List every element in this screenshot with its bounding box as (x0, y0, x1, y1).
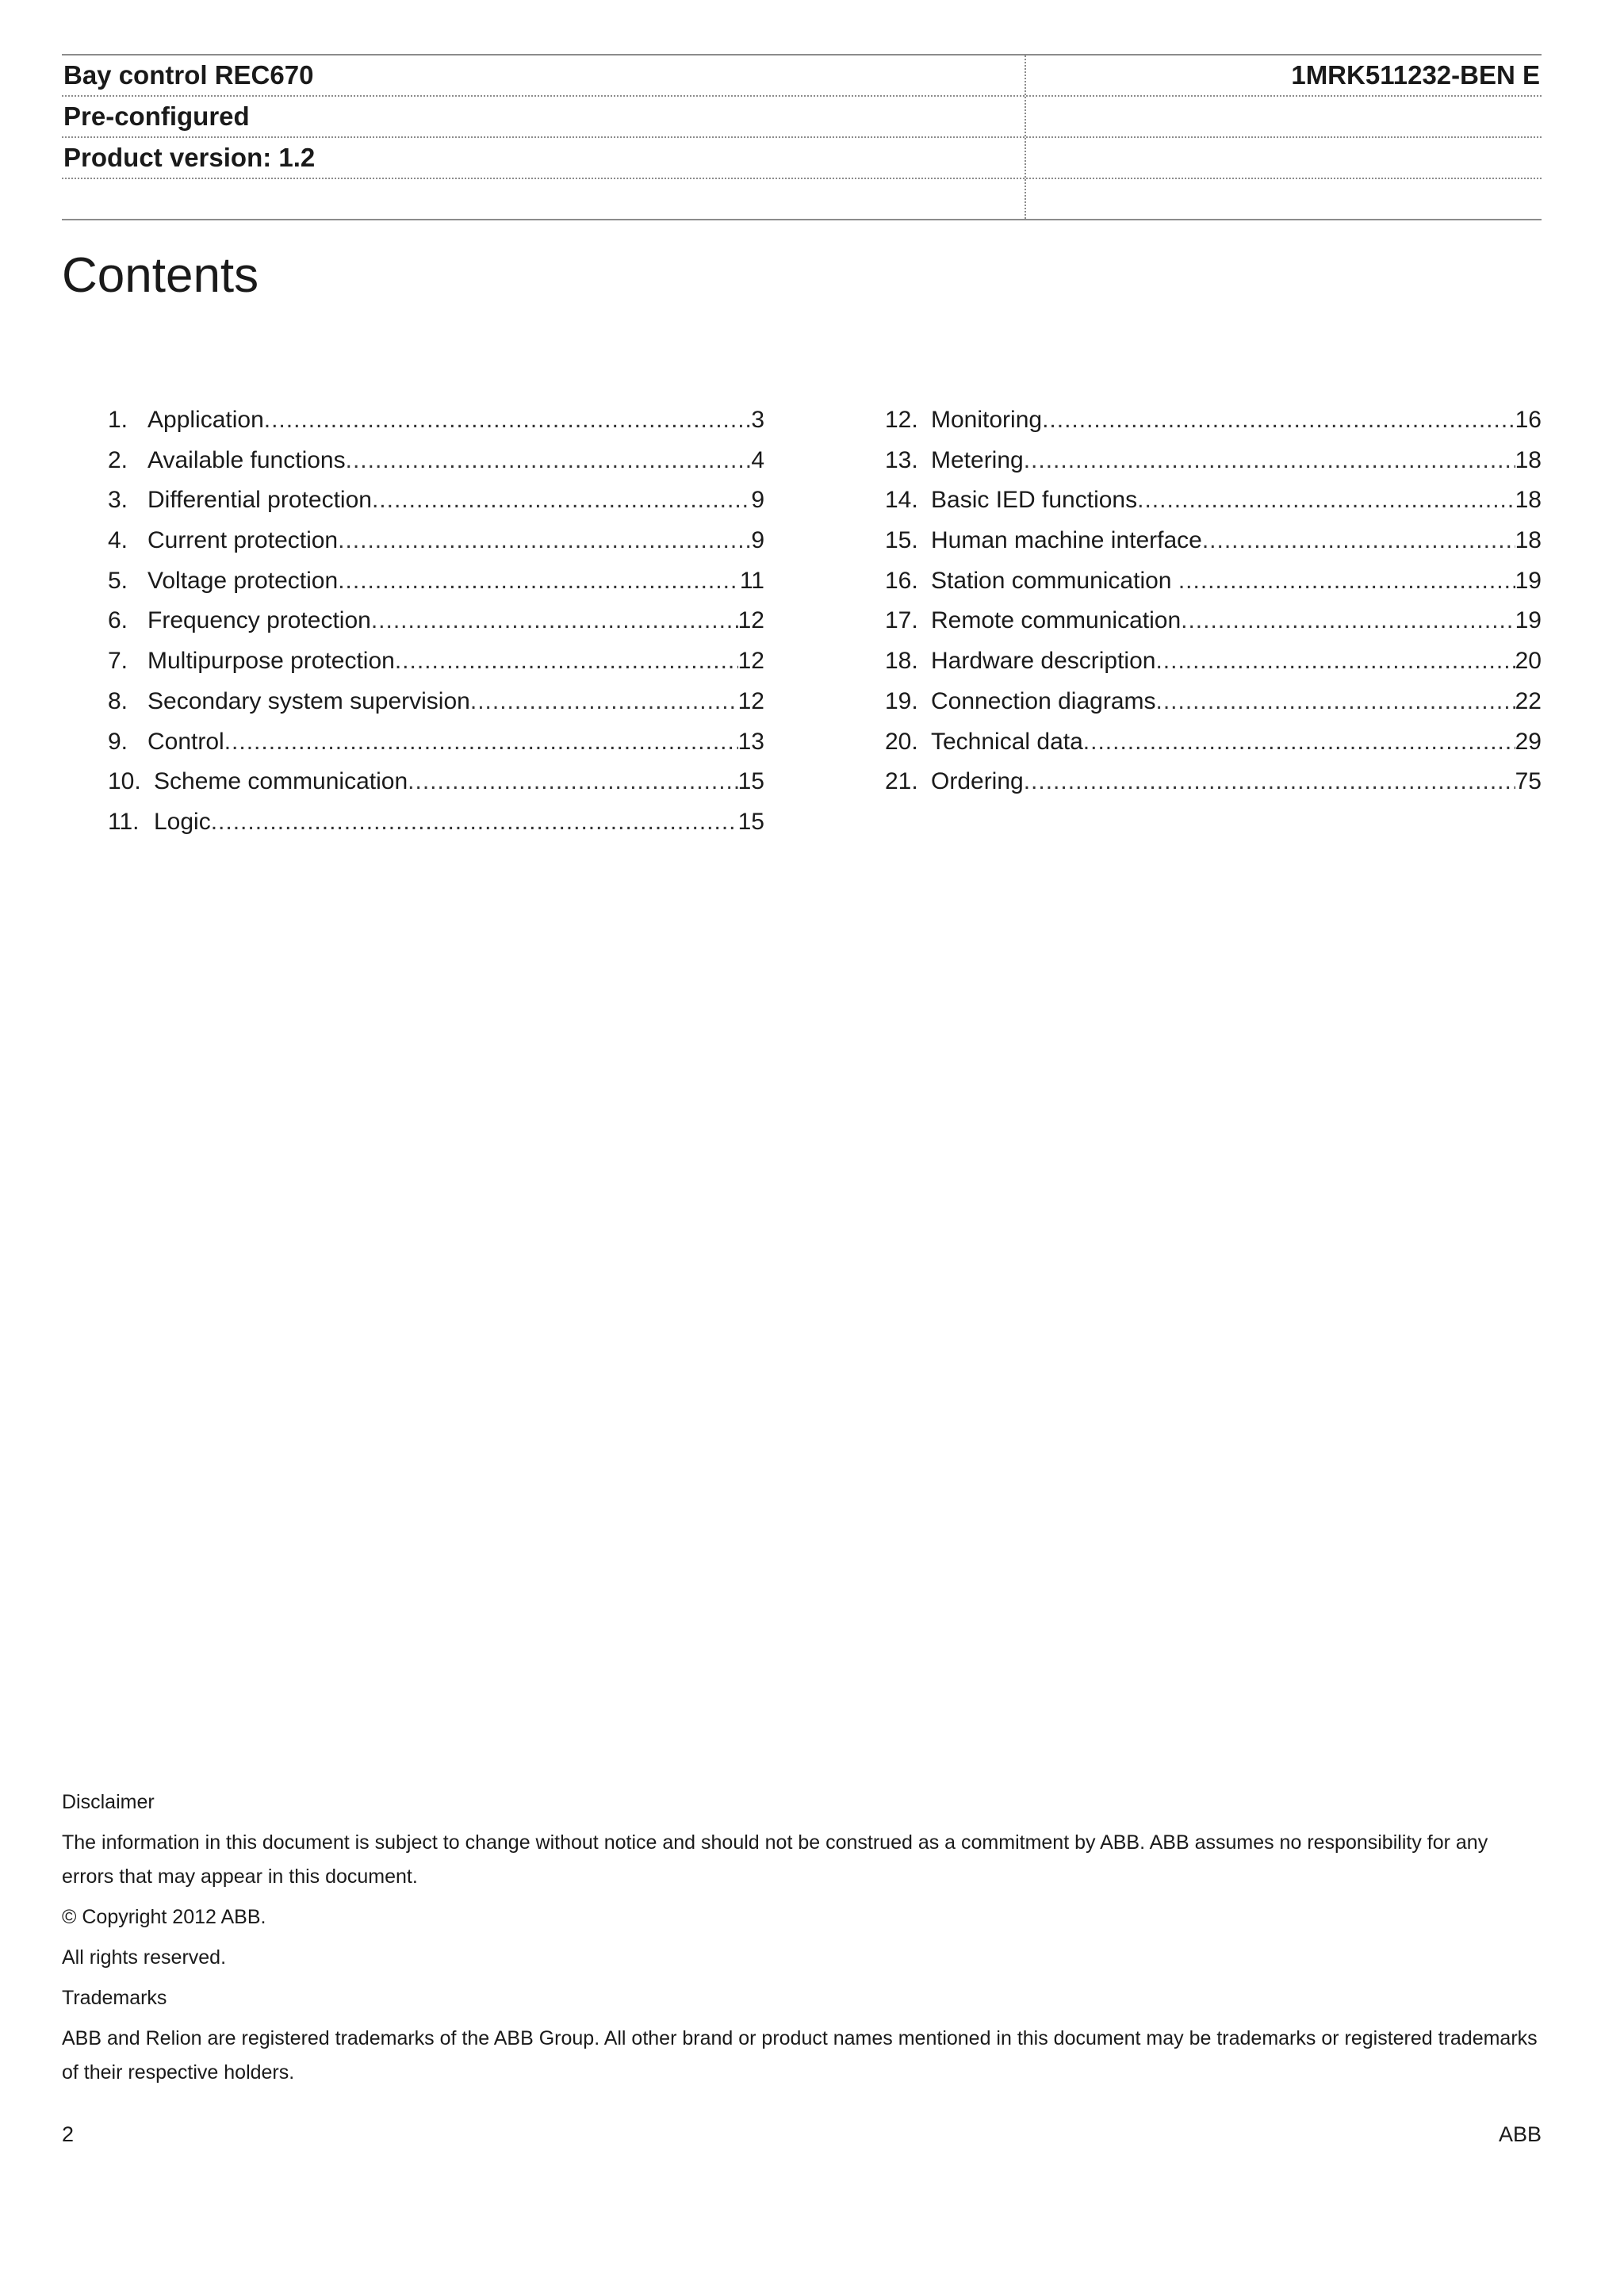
toc-entry-number: 8. (108, 687, 128, 714)
toc-entry-title: Scheme communication (154, 768, 408, 795)
toc-dot-leader (1137, 480, 1515, 521)
toc-entry-number: 11. (108, 808, 140, 835)
toc-entry-page: 18 (1515, 487, 1542, 514)
toc-dot-leader (395, 641, 738, 682)
toc-entry-page: 15 (737, 808, 764, 835)
toc-entry[interactable] (885, 682, 1542, 722)
toc-entry-page: 19 (1515, 607, 1542, 634)
toc-entry[interactable] (108, 802, 764, 843)
toc-entry-title: Human machine interface (931, 527, 1202, 554)
toc-entry-page: 4 (751, 446, 764, 473)
toc-entry-title: Basic IED functions (931, 487, 1138, 514)
toc-entry-title: Remote communication (931, 607, 1182, 634)
toc-entry[interactable] (108, 441, 764, 481)
toc-entry-number: 13. (885, 446, 918, 473)
copyright-text: © Copyright 2012 ABB. (62, 1906, 266, 1928)
disclaimer-heading: Disclaimer (62, 1791, 155, 1813)
toc-dot-leader (338, 561, 740, 602)
toc-entry-title: Multipurpose protection (147, 648, 395, 675)
toc-entry-number: 4. (108, 527, 128, 554)
toc-entry-number: 21. (885, 768, 918, 795)
configuration-label: Pre-configured (62, 97, 1026, 136)
toc-entry-page: 75 (1515, 768, 1542, 795)
toc-entry-number: 18. (885, 648, 918, 675)
toc-entry-title: Frequency protection (147, 607, 371, 634)
toc-entry-page: 3 (751, 407, 764, 433)
header-empty-cell (1026, 179, 1542, 219)
header-empty-cell (1026, 97, 1542, 136)
toc-entry-title: Hardware description (931, 648, 1156, 675)
toc-dot-leader (1024, 762, 1515, 802)
header-row (62, 97, 1542, 138)
toc-entry-number: 17. (885, 607, 918, 634)
toc-entry-page: 20 (1515, 648, 1542, 675)
toc-entry-page: 9 (751, 527, 764, 554)
toc-entry-number: 14. (885, 487, 918, 514)
toc-left-column (108, 400, 764, 843)
document-header (62, 54, 1542, 220)
toc-entry[interactable] (885, 601, 1542, 641)
product-version: Product version: 1.2 (62, 138, 1026, 178)
toc-entry-title: Current protection (147, 527, 339, 554)
toc-dot-leader (1178, 561, 1515, 602)
toc-entry-title: Ordering (931, 768, 1024, 795)
toc-entry[interactable] (108, 400, 764, 441)
toc-dot-leader (264, 400, 752, 441)
toc-entry[interactable] (885, 722, 1542, 763)
header-row (62, 179, 1542, 219)
toc-entry-page: 15 (737, 768, 764, 795)
toc-entry-number: 16. (885, 567, 918, 594)
toc-entry[interactable] (108, 641, 764, 682)
toc-entry-title: Control (147, 728, 224, 755)
disclaimer-section (62, 1785, 1542, 2096)
toc-entry[interactable] (108, 521, 764, 561)
toc-entry-page: 12 (737, 687, 764, 714)
toc-dot-leader (372, 480, 751, 521)
trademarks-text: ABB and Relion are registered trademarks of the ABB Group. All other brand or product names mentioned in this document may be trademarks or registered trademarks of their respective holders. (62, 2027, 1538, 2084)
toc-entry-page: 18 (1515, 446, 1542, 473)
toc-entry-title: Differential protection (147, 487, 372, 514)
rights-text: All rights reserved. (62, 1946, 227, 1969)
toc-dot-leader (1202, 521, 1515, 561)
toc-entry-page: 16 (1515, 407, 1542, 433)
toc-entry-number: 1. (108, 407, 128, 433)
toc-dot-leader (224, 722, 738, 763)
toc-entry-page: 9 (751, 487, 764, 514)
toc-entry[interactable] (108, 762, 764, 802)
toc-entry-title: Logic (154, 808, 211, 835)
document-id: 1MRK511232-BEN E (1291, 60, 1540, 90)
toc-dot-leader (1042, 400, 1515, 441)
toc-entry-page: 12 (737, 648, 764, 675)
toc-right-column (885, 400, 1542, 802)
toc-entry-title: Application (147, 407, 264, 433)
page-title: Contents (62, 248, 259, 303)
toc-entry-page: 29 (1515, 728, 1542, 755)
toc-entry-title: Technical data (931, 728, 1083, 755)
toc-entry-number: 3. (108, 487, 128, 514)
toc-entry-number: 20. (885, 728, 918, 755)
toc-entry-number: 9. (108, 728, 128, 755)
header-row (62, 138, 1542, 179)
header-empty-cell (62, 179, 1026, 219)
toc-dot-leader (408, 762, 737, 802)
toc-entry[interactable] (885, 561, 1542, 602)
toc-entry[interactable] (885, 641, 1542, 682)
toc-dot-leader (1156, 682, 1515, 722)
toc-entry[interactable] (885, 521, 1542, 561)
toc-dot-leader (1083, 722, 1515, 763)
toc-entry[interactable] (885, 762, 1542, 802)
toc-entry-page: 19 (1515, 567, 1542, 594)
toc-dot-leader (346, 441, 752, 481)
toc-entry-title: Connection diagrams (931, 687, 1156, 714)
toc-entry-title: Secondary system supervision (147, 687, 470, 714)
toc-dot-leader (470, 682, 738, 722)
footer-company: ABB (1498, 2122, 1542, 2146)
toc-entry-page: 12 (737, 607, 764, 634)
toc-dot-leader (338, 521, 751, 561)
toc-entry-title: Voltage protection (147, 567, 339, 594)
toc-entry-number: 7. (108, 648, 128, 675)
toc-entry[interactable] (885, 441, 1542, 481)
toc-entry[interactable] (108, 601, 764, 641)
toc-entry-number: 15. (885, 527, 918, 554)
toc-entry-number: 12. (885, 407, 918, 433)
page-number: 2 (62, 2122, 75, 2146)
toc-entry-number: 19. (885, 687, 918, 714)
toc-entry[interactable] (108, 480, 764, 521)
toc-entry[interactable] (108, 561, 764, 602)
toc-dot-leader (1155, 641, 1515, 682)
toc-entry-page: 22 (1515, 687, 1542, 714)
toc-dot-leader (1024, 441, 1515, 481)
toc-entry[interactable] (108, 682, 764, 722)
toc-entry[interactable] (885, 480, 1542, 521)
toc-entry-title: Station communication (931, 567, 1178, 594)
disclaimer-text: The information in this document is subject to change without notice and should not be construed as a commitment by ABB. ABB assumes no responsibility for any errors that may appear in this document. (62, 1831, 1488, 1888)
toc-entry-number: 10. (108, 768, 141, 795)
toc-entry-number: 6. (108, 607, 128, 634)
toc-entry-page: 11 (739, 567, 764, 594)
toc-entry-page: 13 (737, 728, 764, 755)
toc-entry[interactable] (885, 400, 1542, 441)
toc-entry-title: Monitoring (931, 407, 1043, 433)
product-name: Bay control REC670 (62, 55, 1026, 95)
toc-entry-number: 5. (108, 567, 128, 594)
toc-dot-leader (1181, 601, 1515, 641)
toc-entry[interactable] (108, 722, 764, 763)
toc-dot-leader (211, 802, 738, 843)
toc-entry-page: 18 (1515, 527, 1542, 554)
toc-dot-leader (371, 601, 738, 641)
trademarks-heading: Trademarks (62, 1987, 167, 2009)
toc-entry-title: Available functions (147, 446, 346, 473)
toc-entry-title: Metering (931, 446, 1024, 473)
header-row (62, 55, 1542, 97)
header-empty-cell (1026, 138, 1542, 178)
toc-entry-number: 2. (108, 446, 128, 473)
